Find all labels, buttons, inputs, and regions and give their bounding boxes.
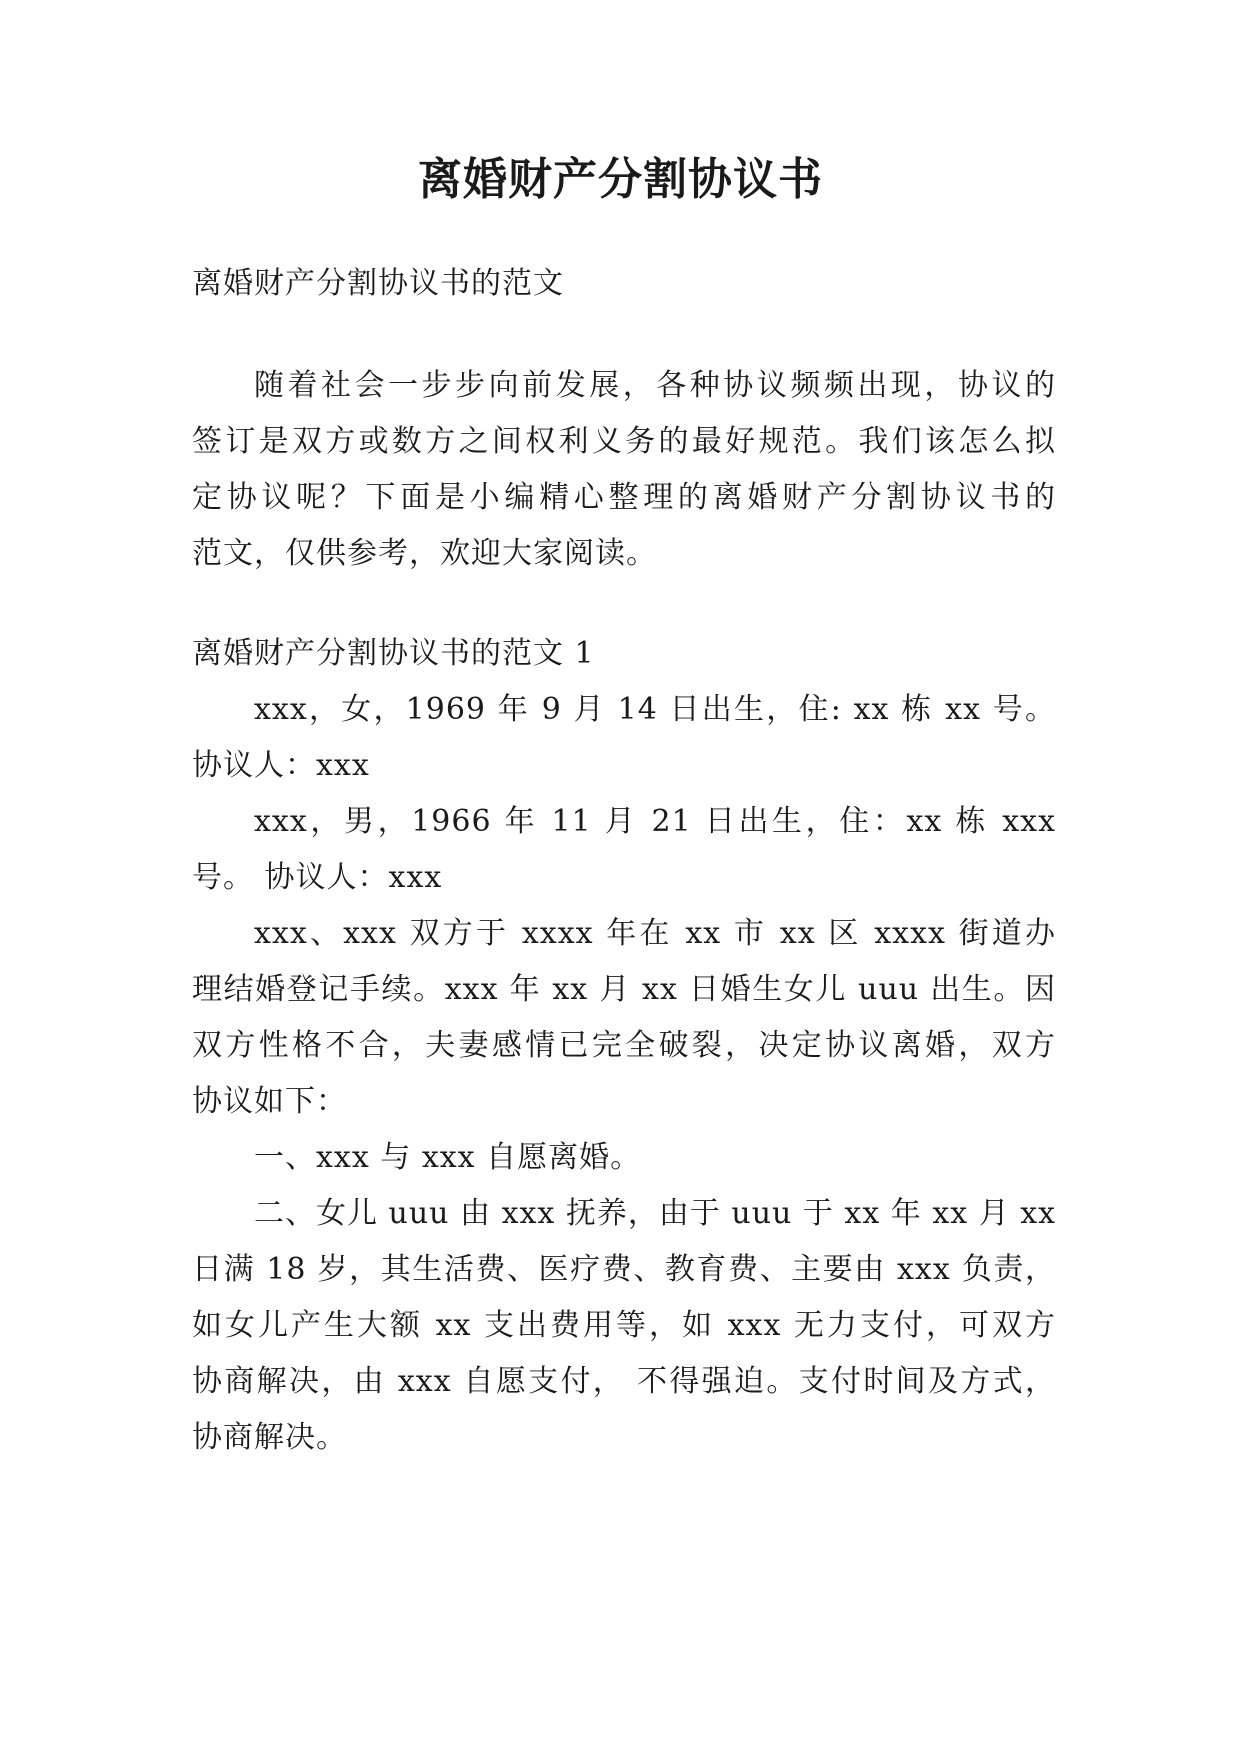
party1-line: xxx，女，1969 年 9 月 14 日出生，住: xx 栋 xx 号。 xyxy=(254,692,1056,727)
intro-line: 范文，仅供参考，欢迎大家阅读。 xyxy=(192,536,657,571)
background-line: 双方性格不合，夫妻感情已完全破裂，决定协议离婚，双方 xyxy=(192,1028,1056,1063)
document-subtitle: 离婚财产分割协议书的范文 xyxy=(192,266,564,301)
intro-line: 随着社会一步步向前发展，各种协议频频出现，协议的 xyxy=(254,368,1056,403)
party2-line: xxx，男，1966 年 11 月 21 日出生，住：xx 栋 xxx xyxy=(254,804,1056,839)
intro-line: 签订是双方或数方之间权利义务的最好规范。我们该怎么拟 xyxy=(192,424,1056,459)
party1-line: 协议人：xxx xyxy=(192,748,370,783)
party2-line: 号。 协议人：xxx xyxy=(192,860,443,895)
clause-1: 一、xxx 与 xxx 自愿离婚。 xyxy=(254,1140,642,1175)
clause2-line: 二、女儿 uuu 由 xxx 抚养，由于 uuu 于 xx 年 xx 月 xx xyxy=(254,1196,1057,1231)
clause2-line: 如女儿产生大额 xx 支出费用等，如 xxx 无力支付，可双方 xyxy=(192,1308,1056,1343)
document-title: 离婚财产分割协议书 xyxy=(418,154,823,205)
background-line: 协议如下： xyxy=(192,1084,347,1119)
background-line: xxx、xxx 双方于 xxxx 年在 xx 市 xx 区 xxxx 街道办 xyxy=(254,916,1056,951)
clause2-line: 日满 18 岁，其生活费、医疗费、教育费、主要由 xxx 负责， xyxy=(192,1252,1056,1287)
clause2-line: 协商解决。 xyxy=(192,1420,347,1455)
intro-line: 定协议呢？下面是小编精心整理的离婚财产分割协议书的 xyxy=(192,480,1056,515)
section-heading: 离婚财产分割协议书的范文 1 xyxy=(192,636,595,671)
clause2-line: 协商解决，由 xxx 自愿支付， 不得强迫。支付时间及方式， xyxy=(192,1364,1056,1399)
background-line: 理结婚登记手续。xxx 年 xx 月 xx 日婚生女儿 uuu 出生。因 xyxy=(192,972,1056,1007)
